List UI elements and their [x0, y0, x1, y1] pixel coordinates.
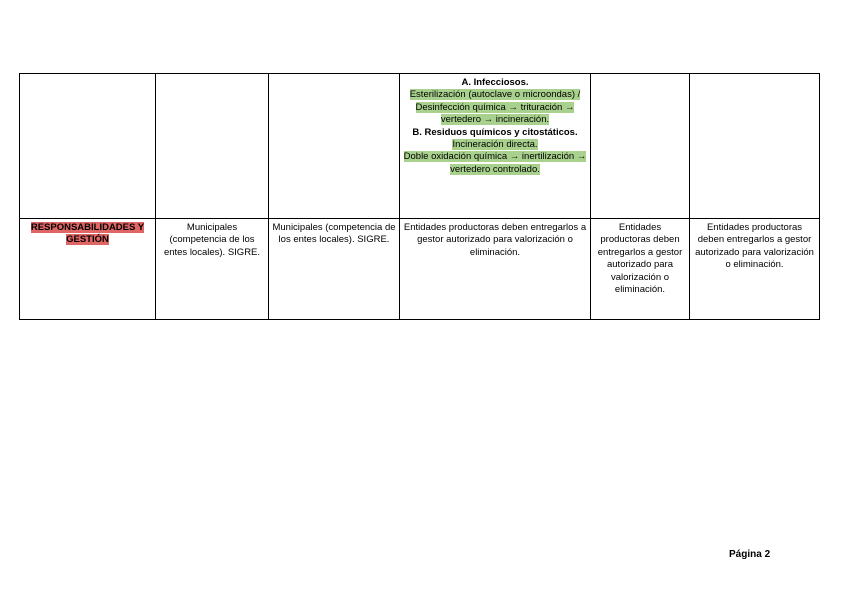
text-doble-oxidacion: Doble oxidación química → inertilización → vertedero controlado. — [403, 151, 587, 175]
table-cell — [690, 74, 820, 219]
table-cell-entidades-3: Entidades productoras deben entregarlos a gestor autorizado para valorización o eliminación. — [690, 219, 820, 320]
table-row-responsabilidades — [20, 219, 820, 320]
table-cell-treatment-methods — [400, 74, 591, 219]
subheading-quimicos: B. Residuos químicos y citostáticos. — [412, 126, 578, 138]
text-incineracion-directa: Incineración directa. — [452, 139, 538, 151]
table-cell-entidades-2: Entidades productoras deben entregarlos a gestor autorizado para valorización o eliminación. — [591, 219, 690, 320]
table-cell — [20, 74, 156, 219]
table-cell — [269, 74, 400, 219]
table-cell-municipales-1: Municipales (competencia de los entes locales). SIGRE. — [156, 219, 269, 320]
table-cell — [591, 74, 690, 219]
table-cell-municipales-2: Municipales (competencia de los entes locales). SIGRE. — [269, 219, 400, 320]
row-header-cell — [20, 219, 156, 320]
row-header-responsabilidades: RESPONSABILIDADES Y GESTIÓN — [30, 222, 145, 246]
table-cell-entidades-1: Entidades productoras deben entregarlos a gestor autorizado para valorización o eliminación. — [400, 219, 591, 320]
page-number: Página 2 — [729, 549, 771, 560]
table-cell — [156, 74, 269, 219]
subheading-infecciosos: A. Infecciosos. — [461, 77, 529, 88]
text-infecciosos-treatment: Esterilización (autoclave o microondas) / Desinfección química → trituración → vertedero → incineración. — [409, 89, 581, 126]
waste-management-table — [19, 73, 820, 320]
table-row-treatment — [20, 74, 820, 219]
